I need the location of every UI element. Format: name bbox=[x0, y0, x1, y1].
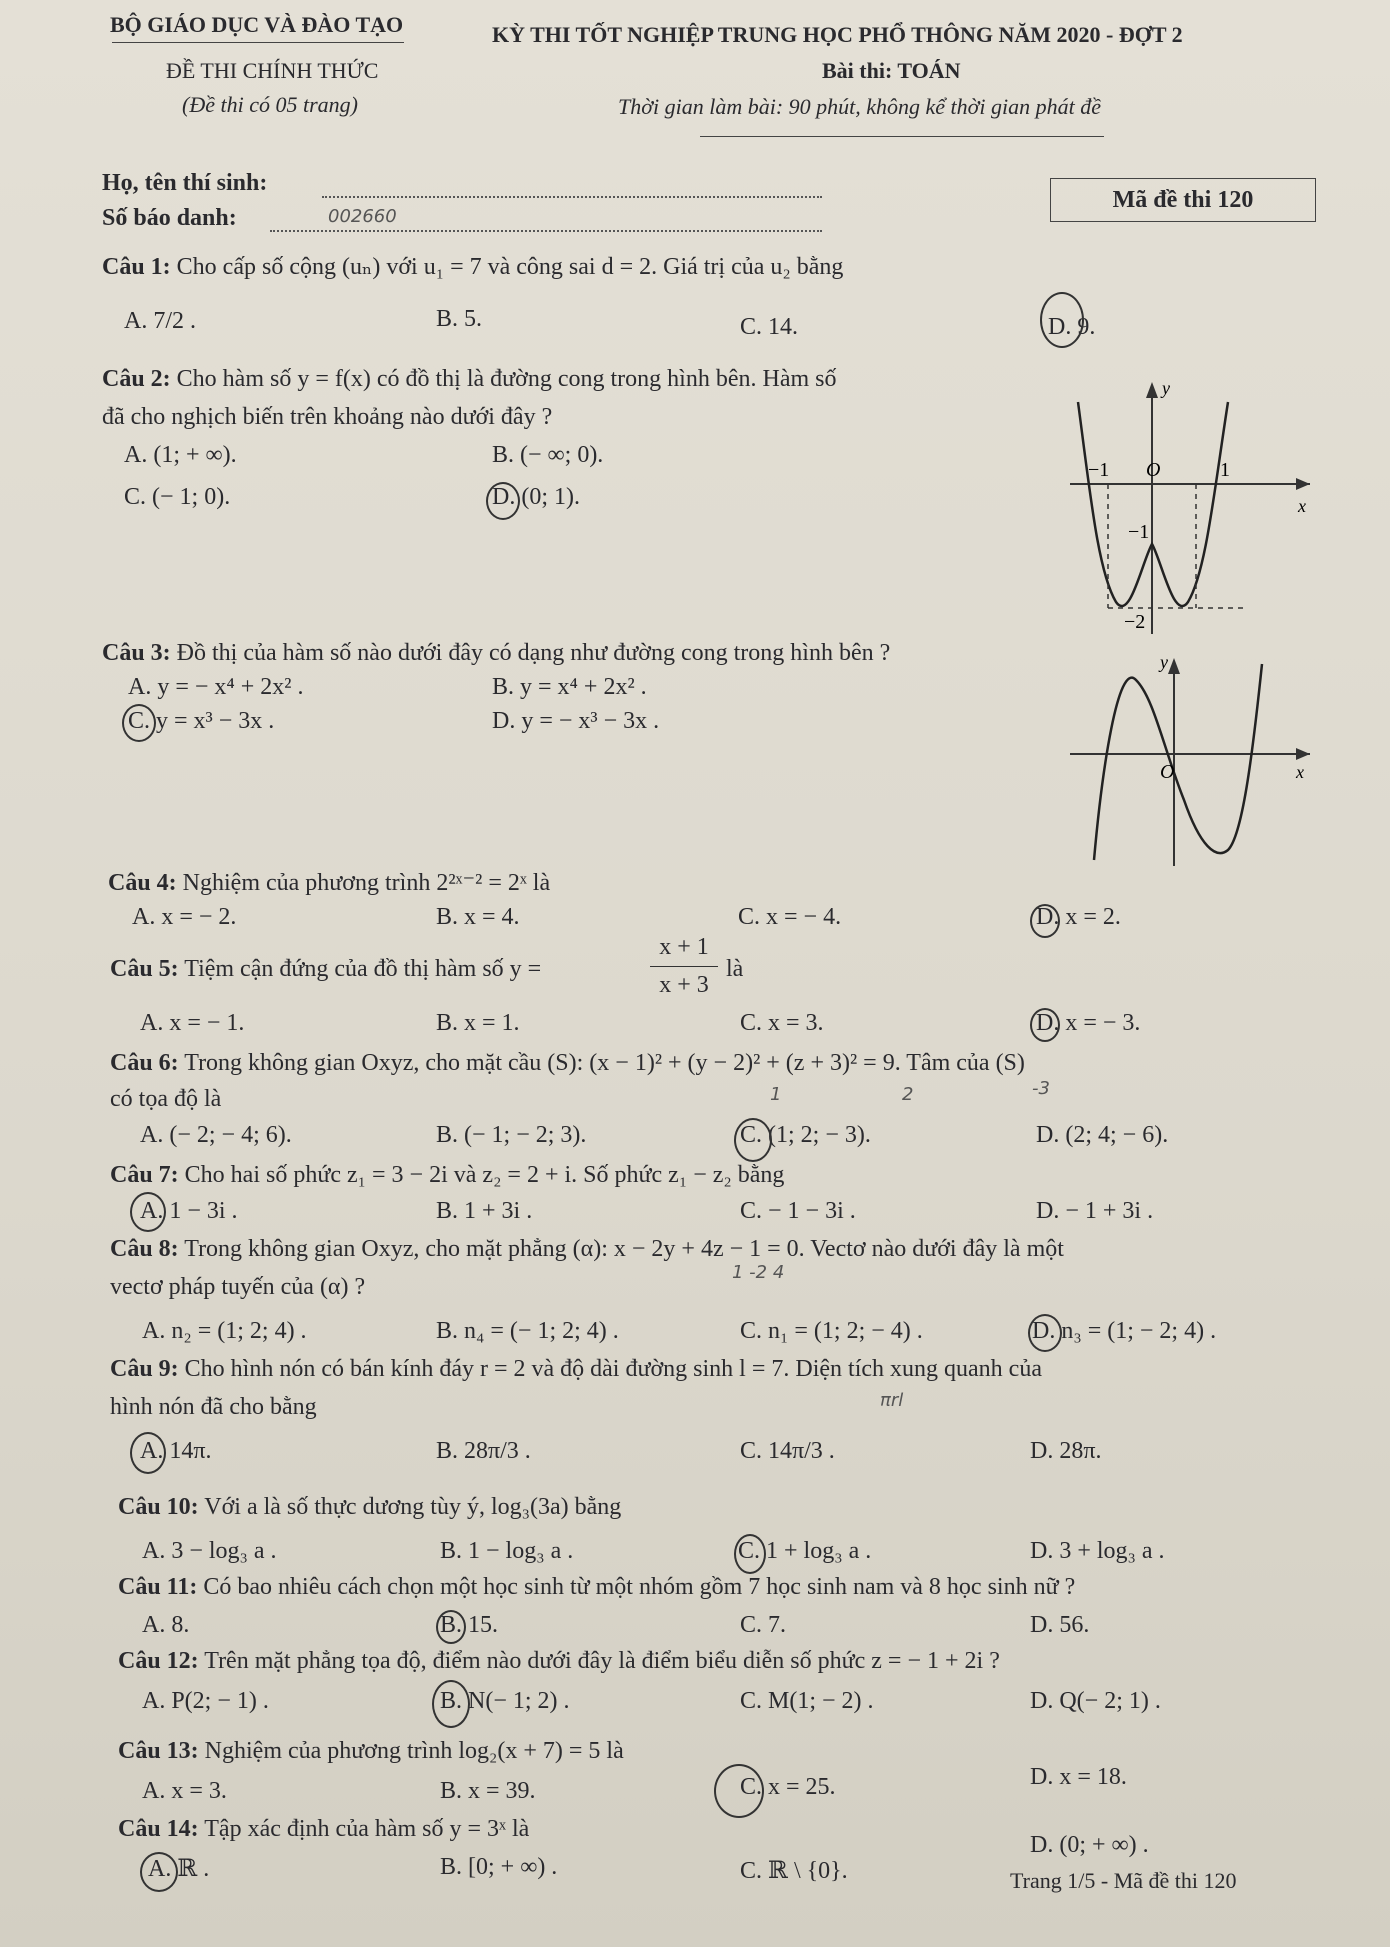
x-label: x bbox=[1296, 762, 1304, 782]
q5-option-b: B. x = 1. bbox=[436, 1010, 520, 1036]
q1-option-d: D. 9. bbox=[1048, 314, 1096, 340]
answer-mark-q1 bbox=[1040, 292, 1084, 348]
q3-graph bbox=[1066, 650, 1316, 870]
q13-option-d: D. x = 18. bbox=[1030, 1764, 1127, 1790]
q5-text-end: là bbox=[726, 956, 744, 982]
candidate-id-line bbox=[270, 230, 822, 232]
q5-fraction-denominator: x + 3 bbox=[659, 972, 709, 998]
q3-option-d: D. y = − x³ − 3x . bbox=[492, 708, 660, 734]
q7-option-a: A. 1 − 3i . bbox=[140, 1198, 238, 1224]
question-text: Cho cấp số cộng (uₙ) với u₁ = 7 và công sai d = 2. Giá trị của u₂ bằng bbox=[176, 254, 844, 280]
q9-option-a: A. 14π. bbox=[140, 1438, 212, 1464]
question-text: Cho hai số phức z₁ = 3 − 2i và z₂ = 2 + i. Số phức z₁ − z₂ bằng bbox=[184, 1162, 785, 1188]
origin-label: O bbox=[1160, 761, 1175, 783]
question-label: Câu 11: bbox=[118, 1574, 198, 1600]
candidate-id-label: Số báo danh: bbox=[102, 205, 237, 231]
question-text: Trong không gian Oxyz, cho mặt phẳng (α): x − 2y + 4z − 1 = 0. Vectơ nào dưới đây là một bbox=[184, 1236, 1064, 1262]
q6-option-b: B. (− 1; − 2; 3). bbox=[436, 1122, 587, 1148]
question-4 bbox=[108, 868, 550, 897]
q5-option-a: A. x = − 1. bbox=[140, 1010, 245, 1036]
origin-label: O bbox=[1146, 459, 1161, 481]
q13-option-b: B. x = 39. bbox=[440, 1778, 536, 1804]
question-label: Câu 8: bbox=[110, 1236, 179, 1262]
q12-option-b: B. N(− 1; 2) . bbox=[440, 1688, 570, 1714]
pages-note: (Đề thi có 05 trang) bbox=[182, 92, 358, 117]
answer-mark-q8 bbox=[1028, 1314, 1062, 1352]
question-6 bbox=[110, 1050, 1025, 1077]
q11-option-b: B. 15. bbox=[440, 1612, 499, 1638]
question-8 bbox=[110, 1236, 1064, 1263]
question-12 bbox=[118, 1648, 1000, 1675]
question-label: Câu 14: bbox=[118, 1816, 199, 1842]
question-11 bbox=[118, 1574, 1075, 1601]
q13-option-c: C. x = 25. bbox=[740, 1774, 836, 1800]
answer-mark-q5 bbox=[1030, 1008, 1060, 1042]
question-text: Trong không gian Oxyz, cho mặt cầu (S): (x − 1)² + (y − 2)² + (z + 3)² = 9. Tâm của (S) bbox=[184, 1050, 1025, 1076]
q11-option-d: D. 56. bbox=[1030, 1612, 1090, 1638]
question-10 bbox=[118, 1494, 621, 1521]
q3-option-c: C. y = x³ − 3x . bbox=[128, 708, 275, 734]
question-7 bbox=[110, 1162, 784, 1189]
q1-option-b: B. 5. bbox=[436, 306, 483, 332]
question-text: Trên mặt phẳng tọa độ, điểm nào dưới đây là điểm biểu diễn số phức z = − 1 + 2i ? bbox=[204, 1648, 1000, 1674]
question-text: Cho hình nón có bán kính đáy r = 2 và độ dài đường sinh l = 7. Diện tích xung quanh của bbox=[184, 1356, 1042, 1382]
page-footer: Trang 1/5 - Mã đề thi 120 bbox=[1010, 1868, 1237, 1893]
q10-option-d: D. 3 + log₃ a . bbox=[1030, 1538, 1165, 1564]
q5-fraction-numerator: x + 1 bbox=[659, 934, 709, 960]
handwritten-note: 2 bbox=[902, 1084, 914, 1105]
official-label: ĐỀ THI CHÍNH THỨC bbox=[166, 58, 379, 83]
question-label: Câu 2: bbox=[102, 366, 171, 392]
x-axis-arrow bbox=[1296, 478, 1310, 490]
question-label: Câu 1: bbox=[102, 254, 171, 280]
answer-mark-q6 bbox=[734, 1118, 772, 1162]
q4-option-a: A. x = − 2. bbox=[132, 904, 237, 930]
answer-mark-q4 bbox=[1030, 904, 1060, 938]
answer-mark-q12 bbox=[432, 1680, 470, 1728]
ministry-underline bbox=[112, 42, 404, 43]
question-label: Câu 13: bbox=[118, 1738, 199, 1764]
handwritten-note: 1 bbox=[770, 1084, 782, 1105]
time-note: Thời gian làm bài: 90 phút, không kể thời gian phát đề bbox=[618, 94, 1102, 119]
y-label: y bbox=[1162, 378, 1170, 398]
question-2 bbox=[102, 366, 836, 393]
question-6-line2: có tọa độ là bbox=[110, 1086, 222, 1112]
question-text: Tập xác định của hàm số y = 3ˣ là bbox=[204, 1816, 530, 1842]
answer-mark-q11 bbox=[436, 1610, 466, 1644]
q4-option-b: B. x = 4. bbox=[436, 904, 520, 930]
answer-mark-q10 bbox=[734, 1534, 766, 1574]
q11-option-c: C. 7. bbox=[740, 1612, 787, 1638]
question-2-line2: đã cho nghịch biến trên khoảng nào dưới đây ? bbox=[102, 404, 553, 430]
q14-option-d: D. (0; + ∞) . bbox=[1030, 1832, 1149, 1858]
answer-mark-q14 bbox=[140, 1852, 178, 1892]
question-label: Câu 9: bbox=[110, 1356, 179, 1382]
q12-option-c: C. M(1; − 2) . bbox=[740, 1688, 874, 1714]
question-text: Với a là số thực dương tùy ý, log₃(3a) bằng bbox=[204, 1494, 622, 1520]
y-label: y bbox=[1160, 652, 1168, 672]
question-label: Câu 4: bbox=[108, 870, 177, 896]
q12-option-a: A. P(2; − 1) . bbox=[142, 1688, 269, 1714]
handwritten-note: πrl bbox=[880, 1390, 904, 1411]
q10-option-b: B. 1 − log₃ a . bbox=[440, 1538, 574, 1564]
answer-mark-q7 bbox=[130, 1192, 166, 1232]
q12-option-d: D. Q(− 2; 1) . bbox=[1030, 1688, 1161, 1714]
question-text: Tiệm cận đứng của đồ thị hàm số y = bbox=[184, 956, 542, 982]
q2-graph bbox=[1060, 372, 1320, 642]
x-label: x bbox=[1298, 496, 1306, 516]
question-text: Nghiệm của phương trình log₂(x + 7) = 5 là bbox=[204, 1738, 624, 1764]
q10-option-a: A. 3 − log₃ a . bbox=[142, 1538, 277, 1564]
candidate-name-line bbox=[322, 196, 822, 198]
tick-1: 1 bbox=[1220, 459, 1230, 481]
q14-option-a: A. ℝ . bbox=[148, 1856, 210, 1882]
question-14 bbox=[118, 1816, 529, 1843]
question-label: Câu 10: bbox=[118, 1494, 199, 1520]
q1-option-c: C. 14. bbox=[740, 314, 799, 340]
exam-title: KỲ THI TỐT NGHIỆP TRUNG HỌC PHỔ THÔNG NĂM 2020 - ĐỢT 2 bbox=[492, 22, 1183, 47]
question-text: Cho hàm số y = f(x) có đồ thị là đường cong trong hình bên. Hàm số bbox=[176, 366, 837, 392]
q13-option-a: A. x = 3. bbox=[142, 1778, 227, 1804]
question-label: Câu 5: bbox=[110, 956, 179, 982]
q3-option-b: B. y = x⁴ + 2x² . bbox=[492, 674, 647, 700]
question-label: Câu 7: bbox=[110, 1162, 179, 1188]
q14-option-c: C. ℝ \ {0}. bbox=[740, 1858, 848, 1884]
answer-mark-q9 bbox=[130, 1432, 166, 1474]
question-text: Đồ thị của hàm số nào dưới đây có dạng như đường cong trong hình bên ? bbox=[176, 640, 891, 666]
ministry-name: BỘ GIÁO DỤC VÀ ĐÀO TẠO bbox=[110, 12, 404, 37]
q6-option-c: C. (1; 2; − 3). bbox=[740, 1122, 871, 1148]
q9-option-d: D. 28π. bbox=[1030, 1438, 1102, 1464]
question-13 bbox=[118, 1738, 624, 1765]
q9-option-c: C. 14π/3 . bbox=[740, 1438, 835, 1464]
question-label: Câu 12: bbox=[118, 1648, 199, 1674]
answer-mark-q2 bbox=[486, 482, 520, 520]
q2-option-b: B. (− ∞; 0). bbox=[492, 442, 604, 468]
x-axis-arrow bbox=[1296, 748, 1310, 760]
q8-option-c: C. n₁ = (1; 2; − 4) . bbox=[740, 1318, 923, 1344]
q2-option-a: A. (1; + ∞). bbox=[124, 442, 237, 468]
q10-option-c: C. 1 + log₃ a . bbox=[738, 1538, 872, 1564]
answer-mark-q3 bbox=[122, 704, 156, 742]
q2-option-c: C. (− 1; 0). bbox=[124, 484, 231, 510]
q5-fraction-bar bbox=[650, 966, 718, 967]
q3-option-a: A. y = − x⁴ + 2x² . bbox=[128, 674, 304, 700]
question-9-line2: hình nón đã cho bằng bbox=[110, 1394, 317, 1420]
q6-option-d: D. (2; 4; − 6). bbox=[1036, 1122, 1169, 1148]
handwritten-note: -3 bbox=[1032, 1078, 1050, 1099]
function-curve bbox=[1094, 664, 1262, 860]
candidate-id-handwritten: 002660 bbox=[328, 206, 397, 227]
tick-y-neg2: −2 bbox=[1124, 611, 1146, 633]
question-text: Có bao nhiêu cách chọn một học sinh từ một nhóm gồm 7 học sinh nam và 8 học sinh nữ ? bbox=[203, 1574, 1076, 1600]
tick-y-neg1: −1 bbox=[1128, 521, 1150, 543]
question-5 bbox=[110, 956, 541, 983]
question-label: Câu 6: bbox=[110, 1050, 179, 1076]
q4-option-d: D. x = 2. bbox=[1036, 904, 1121, 930]
q1-option-a: A. 7/2 . bbox=[124, 308, 196, 334]
exam-code-box: Mã đề thi 120 bbox=[1050, 178, 1316, 222]
q7-option-d: D. − 1 + 3i . bbox=[1036, 1198, 1154, 1224]
q4-option-c: C. x = − 4. bbox=[738, 904, 842, 930]
question-label: Câu 3: bbox=[102, 640, 171, 666]
handwritten-note: 1 -2 4 bbox=[732, 1262, 785, 1283]
q5-option-d: D. x = − 3. bbox=[1036, 1010, 1141, 1036]
q8-option-a: A. n₂ = (1; 2; 4) . bbox=[142, 1318, 307, 1344]
q2-option-d: D. (0; 1). bbox=[492, 484, 580, 510]
subject-label: Bài thi: TOÁN bbox=[822, 58, 961, 83]
q6-option-a: A. (− 2; − 4; 6). bbox=[140, 1122, 292, 1148]
q14-option-b: B. [0; + ∞) . bbox=[440, 1854, 558, 1880]
question-8-line2: vectơ pháp tuyến của (α) ? bbox=[110, 1274, 366, 1300]
q9-option-b: B. 28π/3 . bbox=[436, 1438, 531, 1464]
tick-neg1: −1 bbox=[1088, 459, 1110, 481]
answer-mark-q13 bbox=[714, 1764, 764, 1818]
q11-option-a: A. 8. bbox=[142, 1612, 190, 1638]
question-3 bbox=[102, 640, 890, 667]
y-axis-arrow bbox=[1168, 658, 1180, 674]
q5-option-c: C. x = 3. bbox=[740, 1010, 824, 1036]
question-text: Nghiệm của phương trình 2²ˣ⁻² = 2ˣ là bbox=[182, 870, 551, 896]
candidate-name-label: Họ, tên thí sinh: bbox=[102, 170, 268, 196]
q8-option-d: D. n₃ = (1; − 2; 4) . bbox=[1032, 1318, 1217, 1344]
time-underline bbox=[700, 136, 1104, 137]
q8-option-b: B. n₄ = (− 1; 2; 4) . bbox=[436, 1318, 619, 1344]
q7-option-c: C. − 1 − 3i . bbox=[740, 1198, 856, 1224]
question-1 bbox=[102, 252, 843, 281]
q7-option-b: B. 1 + 3i . bbox=[436, 1198, 533, 1224]
question-9 bbox=[110, 1356, 1042, 1383]
y-axis-arrow bbox=[1146, 382, 1158, 398]
